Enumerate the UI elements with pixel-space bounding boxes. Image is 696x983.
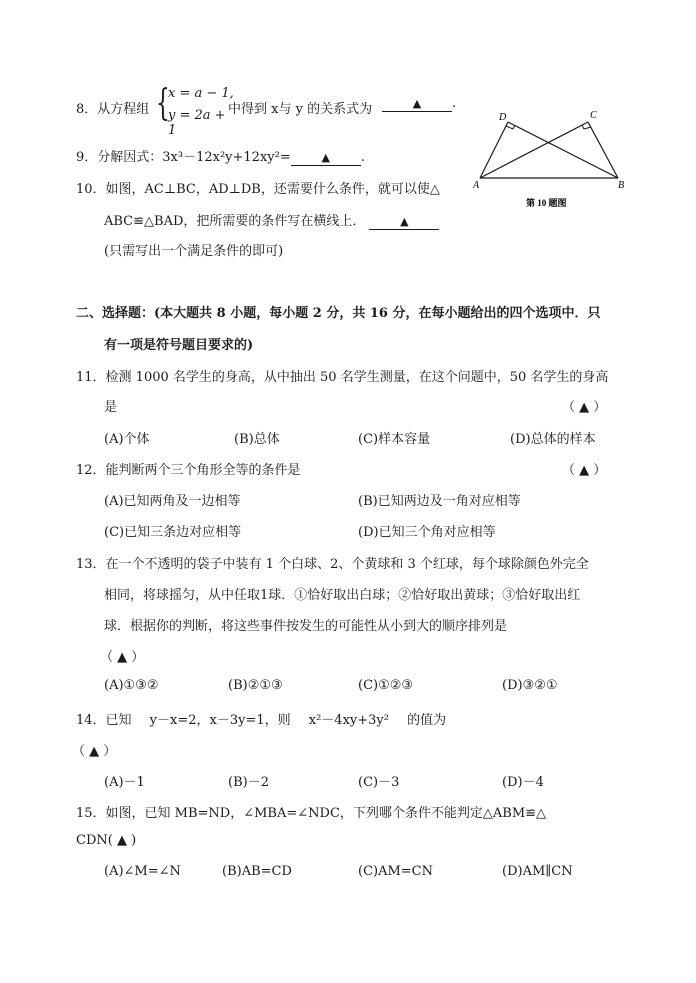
q8-end: . [452, 96, 457, 111]
q13-option-c[interactable]: (C)①②③ [358, 678, 414, 693]
q14-answer-paren[interactable]: （ ▲ ） [72, 744, 117, 759]
q13-answer-paren[interactable]: （ ▲ ） [100, 650, 145, 665]
q13-line1: 13．在一个不透明的袋子中装有 1 个白球、2、个黄球和 3 个红球，每个球除颜色外完全 [76, 557, 589, 572]
q8-suffix: 中得到 x与 y 的关系式为 [228, 102, 373, 117]
q9-answer-blank[interactable]: ▲ [291, 151, 361, 166]
label-A: A [473, 180, 480, 191]
q15-option-c[interactable]: (C)AM=CN [358, 864, 434, 879]
q15-line1: 15．如图，已知 MB=ND，∠MBA=∠NDC，下列哪个条件不能判定△ABM≌△ [76, 806, 547, 821]
segment-CB [588, 122, 618, 178]
q13-option-b[interactable]: (B)②①③ [228, 678, 283, 693]
label-B: B [618, 180, 625, 191]
q11-option-b[interactable]: (B)总体 [234, 432, 280, 447]
q13-line2: 相同，将球摇匀，从中任取1球．①恰好取出白球；②恰好取出黄球；③恰好取出红 [104, 588, 581, 603]
segment-AC [480, 122, 588, 178]
q10-figure [470, 106, 630, 216]
q12-option-d[interactable]: (D)已知三个角对应相等 [358, 525, 496, 540]
q13-option-d[interactable]: (D)③②① [502, 678, 558, 693]
figure-caption: 第 10 题图 [526, 198, 567, 208]
q13-option-a[interactable]: (A)①③② [104, 678, 159, 693]
q10-line3: (只需写出一个满足条件的即可) [104, 244, 284, 259]
q9-text: 9．分解因式：3x³－12x²y+12xy²= [76, 150, 291, 165]
q8-eq1: x = a − 1, [168, 86, 234, 101]
brace-symbol: { [156, 83, 170, 124]
segment-AD [480, 122, 508, 178]
q11-option-c[interactable]: (C)样本容量 [358, 432, 431, 447]
q15-option-b[interactable]: (B)AB=CD [222, 864, 292, 879]
q14-option-d[interactable]: (D)－4 [502, 775, 544, 790]
q11-option-a[interactable]: (A)个体 [104, 432, 150, 447]
q15-line2: CDN( ▲ ) [76, 833, 137, 848]
q14-line1: 14．已知 y－x=2，x－3y=1，则 x²－4xy+3y² 的值为 [76, 713, 447, 728]
q14-option-b[interactable]: (B)－2 [228, 775, 269, 790]
q10-line2: ABC≌△BAD，把所需要的条件写在横线上． [104, 214, 366, 229]
segment-DB [508, 122, 618, 178]
q11-answer-paren[interactable]: （ ▲ ） [562, 400, 607, 415]
q11-line2: 是 [104, 400, 118, 415]
q12-answer-paren[interactable]: （ ▲ ） [562, 463, 607, 478]
q8-eq2: y = 2a + 1 [168, 108, 226, 138]
q8-answer-blank[interactable]: ▲ [382, 97, 452, 112]
q8-prefix: 8．从方程组 [76, 102, 150, 117]
q14-option-a[interactable]: (A)－1 [104, 775, 145, 790]
q10-answer-blank[interactable]: ▲ [369, 215, 439, 230]
right-angle-mark-D [506, 125, 515, 129]
q12-option-c[interactable]: (C)已知三条边对应相等 [104, 525, 242, 540]
q14-option-c[interactable]: (C)－3 [358, 775, 400, 790]
q12-line1: 12．能判断两个三个角形全等的条件是 [76, 463, 301, 478]
q12-option-a[interactable]: (A)已知两角及一边相等 [104, 494, 241, 509]
q15-option-a[interactable]: (A)∠M=∠N [104, 864, 181, 879]
section2-heading-line1: 二、选择题：(本大题共 8 小题，每小题 2 分，共 16 分，在每小题给出的四个选项中．只 [76, 306, 601, 321]
q9-end: . [360, 150, 365, 165]
section2-heading-line2: 有一项是符号题目要求的) [104, 338, 254, 353]
q15-option-d[interactable]: (D)AM∥CN [502, 864, 573, 879]
q8-equation-system [156, 83, 234, 138]
q10-line1: 10．如图，AC⊥BC，AD⊥DB，还需要什么条件，就可以使△ [76, 182, 440, 197]
q11-option-d[interactable]: (D)总体的样本 [510, 432, 596, 447]
label-C: C [590, 110, 597, 121]
q11-line1: 11．检测 1000 名学生的身高，从中抽出 50 名学生测量，在这个问题中，50 名学生的身高 [76, 370, 609, 385]
label-D: D [499, 112, 507, 123]
q13-line3: 球．根据你的判断，将这些事件按发生的可能性从小到大的顺序排列是 [104, 619, 508, 634]
q12-option-b[interactable]: (B)已知两边及一角对应相等 [358, 494, 521, 509]
